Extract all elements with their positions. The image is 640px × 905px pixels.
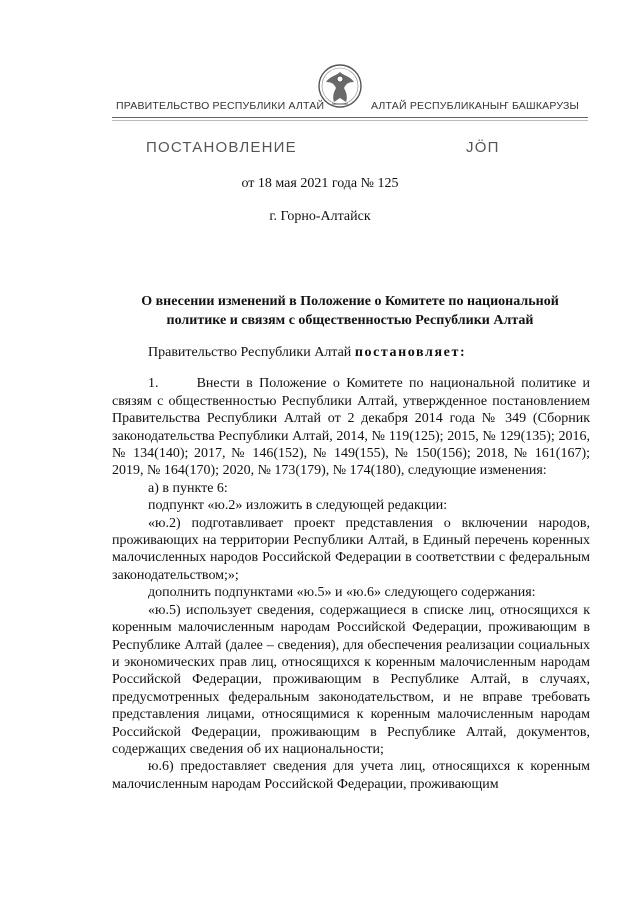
document-body: [112, 344, 590, 793]
intro-verb: постановляет:: [354, 345, 467, 360]
paragraph-6: «ю.5) использует сведения, содержащиеся в списке лиц, относящихся к коренным малочисленным народам Российской Федерации, проживающим в Республике Алтай (далее – сведения), для обеспечения реализации социальных и экономических прав лиц, относящихся к коренным малочисленным народам Российской Федерации, проживающим в Республике Алтай, в случаях, предусмотренных федеральным законодательством, и не вправе требовать представления лицами, относящимися к коренным малочисленным народам Российской Федерации, проживающим в Республике Алтай, документов, содержащих сведения об их национальности;: [112, 602, 590, 757]
document-title: О внесении изменений в Положение о Комитете по национальной политике и связям с общественностью Республики Алтай: [141, 294, 559, 328]
paragraph-7: ю.6) предоставляет сведения для учета лиц, относящихся к коренным малочисленным народам Российской Федерации, проживающим: [112, 759, 590, 792]
header-divider: [112, 117, 588, 118]
intro-paragraph: [112, 344, 590, 361]
paragraph-4: «ю.2) подготавливает проект представления о включении народов, проживающих на территории Республики Алтай, в Единый перечень коренных малочисленных народов Российской Федерации в соответствии с федеральным законодательством;»;: [112, 515, 590, 583]
paragraph-2: а) в пункте 6:: [148, 480, 228, 496]
document-type-altai: ЈӦП: [466, 139, 500, 156]
header-divider-secondary: [112, 120, 588, 121]
paragraph-5: дополнить подпунктами «ю.5» и «ю.6» следующего содержания:: [148, 585, 536, 601]
paragraph-3: подпункт «ю.2» изложить в следующей редакции:: [148, 498, 448, 514]
document-city: г. Горно-Алтайск: [269, 209, 371, 224]
government-name-altai: АЛТАЙ РЕСПУБЛИКАНЫҤ БАШКАРУЗЫ: [371, 100, 579, 112]
document-date-number: от 18 мая 2021 года № 125: [241, 176, 399, 191]
government-name-russian: ПРАВИТЕЛЬСТВО РЕСПУБЛИКИ АЛТАЙ: [116, 100, 325, 112]
paragraph-1: 1. Внести в Положение о Комитете по национальной политике и связям с общественностью Республики Алтай, утвержденное постановлением Правительства Республики Алтай от 2 декабря 2014 года № 349 (Сборник законодательства Республики Алтай, 2014, № 119(125); 2015, № 129(135); 2016, № 134(140); 2017, № 146(152), № 149(155), № 150(156); 2018, № 161(167); 2019, № 164(170); 2020, № 173(179), № 174(180), следующие изменения:: [112, 376, 590, 479]
intro-text: Правительство Республики Алтай: [148, 345, 355, 360]
document-type-russian: ПОСТАНОВЛЕНИЕ: [146, 139, 297, 156]
